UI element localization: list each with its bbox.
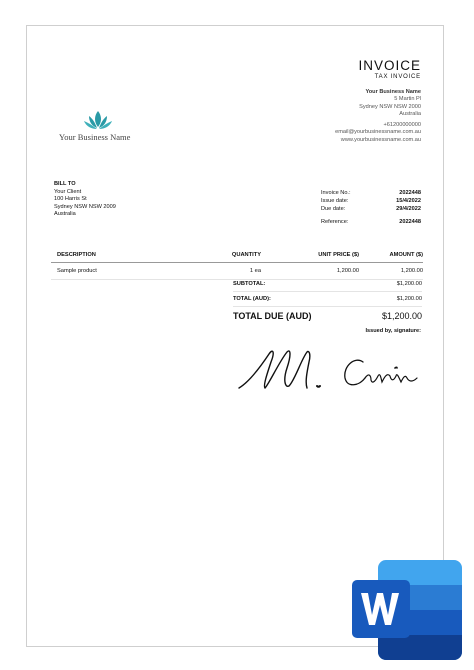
business-email: email@yourbusinessname.com.au	[335, 129, 421, 136]
subtotal-label: SUBTOTAL:	[233, 281, 266, 287]
meta-reference	[321, 218, 421, 226]
meta-due-date	[321, 205, 421, 213]
invoice-page	[26, 25, 444, 647]
col-unit-price: UNIT PRICE ($)	[318, 252, 359, 258]
business-city: Sydney NSW NSW 2000	[359, 103, 421, 110]
business-name: Your Business Name	[365, 89, 421, 95]
subtotal-row	[233, 277, 422, 292]
invoice-meta	[321, 189, 421, 226]
total-due-value: $1,200.00	[381, 311, 422, 321]
client-street: 100 Harris St	[54, 196, 87, 203]
client-country: Australia	[54, 211, 76, 218]
lotus-logo-icon	[83, 109, 113, 133]
bill-to	[54, 181, 116, 219]
meta-label: Reference:	[321, 219, 349, 225]
row-unit-price: 1,200.00	[336, 268, 359, 274]
meta-value: 2022448	[399, 219, 421, 225]
meta-value: 2022448	[399, 190, 421, 196]
row-description: Sample product	[57, 268, 97, 274]
meta-label: Invoice No.:	[321, 190, 351, 196]
business-street: 5 Martin Pl	[394, 96, 421, 103]
business-phone: +61200000000	[383, 122, 421, 128]
total-label: TOTAL (AUD):	[233, 296, 271, 302]
totals	[233, 277, 422, 325]
row-amount: 1,200.00	[400, 268, 423, 274]
business-website: www.yourbusinessname.com.au	[340, 136, 421, 143]
row-quantity: 1 ea	[249, 268, 261, 274]
logo-business-name: Your Business Name	[59, 132, 131, 142]
meta-label: Due date:	[321, 206, 346, 212]
table-header	[51, 248, 423, 263]
meta-issue-date	[321, 197, 421, 205]
business-country: Australia	[399, 111, 421, 118]
invoice-subtitle: TAX INVOICE	[374, 74, 421, 80]
total-due-label: TOTAL DUE (AUD)	[233, 311, 312, 321]
signature	[235, 332, 425, 402]
client-city: Sydney NSW NSW 2009	[54, 203, 116, 210]
col-description: DESCRIPTION	[57, 252, 96, 258]
col-quantity: QUANTITY	[231, 252, 261, 258]
total-due-row	[233, 307, 422, 325]
subtotal-value: $1,200.00	[396, 281, 422, 287]
business-address	[359, 89, 421, 119]
client-name: Your Client	[54, 188, 82, 195]
meta-value: 29/4/2022	[396, 206, 421, 212]
microsoft-word-icon	[352, 560, 462, 660]
total-row	[233, 292, 422, 307]
business-contact	[335, 122, 421, 144]
meta-invoice-no	[321, 189, 421, 197]
line-items-table	[51, 248, 423, 280]
meta-label: Issue date:	[321, 198, 349, 204]
meta-value: 15/4/2022	[396, 198, 421, 204]
bill-to-heading: BILL TO	[54, 181, 76, 187]
col-amount: AMOUNT ($)	[389, 252, 423, 258]
signature-label: Issued by, signature:	[365, 328, 421, 334]
invoice-title: INVOICE	[358, 58, 421, 73]
total-value: $1,200.00	[396, 296, 422, 302]
